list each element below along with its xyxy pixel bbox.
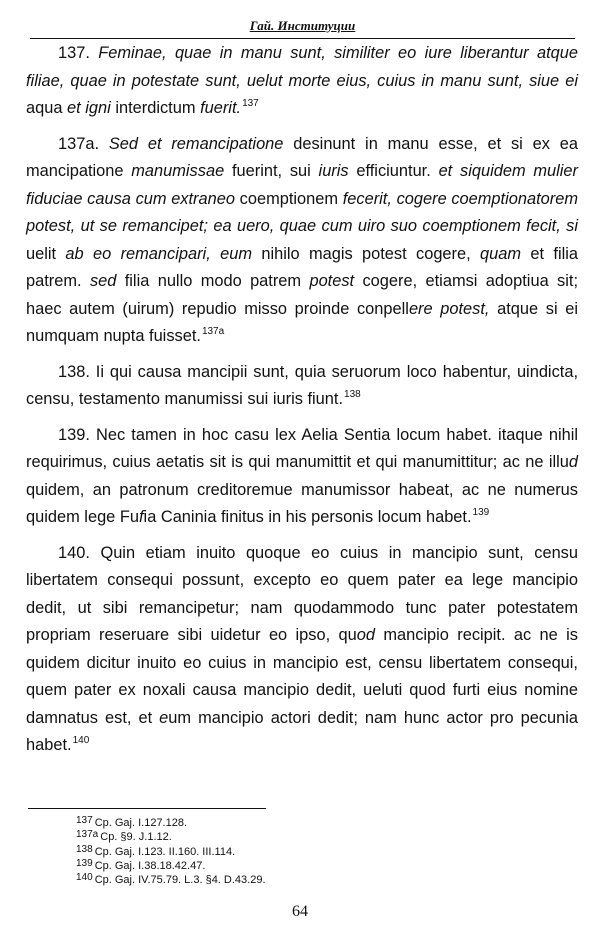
footnote-137a — [76, 830, 266, 844]
footnote-140 — [76, 873, 266, 887]
text-segment: 137. — [58, 44, 99, 62]
text-segment: sed — [89, 272, 117, 290]
running-title: Гай. Институции — [249, 18, 356, 33]
text-segment: e — [159, 708, 169, 727]
footnote-ref-140[interactable]: 140 — [72, 735, 90, 746]
footnote-text: Cp. §9. J.1.12. — [100, 831, 172, 844]
text-segment: od — [356, 626, 375, 644]
text-segment: et igni — [67, 99, 111, 117]
text-segment: manumissae — [131, 162, 225, 180]
paragraph-139 — [26, 422, 578, 532]
text-segment: 137a. — [58, 134, 109, 153]
text-segment: 140. Quin etiam inuito quoque eo cuius in mancipio sunt, censu libertatem consequi possunt, excepto eo quem pater ea lege mancipio dedit, ut sibi remancipetur; nam quodammodo tunc pater potestatem propriam reseruare sibi uidetur eo ipso, qu — [26, 543, 578, 644]
footnote-ref-137[interactable]: 137 — [242, 98, 259, 109]
text-segment: 139. Nec tamen in hoc casu lex Aelia Sentia locum habet. itaque nihil requirimus, cuius aetatis sit is qui manumittit et qui manumittitur; ac ne illu — [26, 425, 578, 471]
text-segment: interdictum — [110, 99, 201, 117]
paragraph-138 — [26, 359, 578, 414]
text-segment: fuerint, sui — [224, 162, 319, 180]
text-segment: atque si ei numquam nupta fuisset. — [26, 299, 579, 345]
paragraph-140 — [26, 540, 578, 760]
text-segment: fecerit, cogere coemptionatorem potest, ut se remancipet; ea uero, quae cum uiro suo coemptionem fecit, si — [26, 189, 578, 235]
footnote-mark: 137a — [76, 829, 99, 841]
text-segment: nihilo magis potest cogere, — [251, 244, 481, 263]
footnote-separator — [28, 808, 266, 809]
footnote-ref-139[interactable]: 139 — [472, 507, 490, 518]
footnote-mark: 137 — [76, 815, 93, 826]
paragraph-137a — [26, 131, 578, 351]
text-segment: mancipio recipit. ac ne is quidem dicitur inuito eo cuius in mancipio est, censu libertatem consequi, quem pater ex noxali causa mancipio dedit, ueluti quod furti eius nomine damnatus est, et — [26, 626, 578, 727]
running-header — [30, 16, 575, 39]
footnote-mark: 138 — [76, 843, 93, 855]
footnote-ref-138[interactable]: 138 — [344, 389, 361, 400]
text-segment: quidem, an patronum creditoremue manumissor habeat, ac ne numerus quidem lege Fu — [26, 480, 578, 526]
footnote-mark: 139 — [76, 857, 93, 869]
footnote-139 — [76, 859, 266, 873]
text-segment: et siquidem mulier fiduciae causa cum extraneo — [26, 162, 578, 208]
footnotes — [76, 816, 266, 887]
text-segment: potest — [309, 272, 355, 290]
footnote-text: Cp. Gaj. I.38.18.42.47. — [94, 859, 206, 872]
text-segment: uelit — [26, 244, 66, 263]
text-segment: Feminae, quae in manu sunt, similiter eo iure liberantur atque filiae, quae in potestate sunt, uelut morte eius, cuius in manu sunt, siue ei — [26, 44, 578, 90]
page-number: 64 — [292, 903, 308, 920]
footnote-text: Cp. Gaj. IV.75.79. L.3. §4. D.43.29. — [94, 874, 266, 887]
footnote-text: Cp. Gaj. I.123. II.160. III.114. — [94, 845, 236, 858]
text-segment: efficiuntur. — [348, 162, 439, 180]
text-segment: d — [568, 453, 578, 471]
footnote-138 — [76, 845, 266, 859]
text-segment: cogere, etiamsi adoptiua sit; haec autem (uirum) repudio misso proinde conpell — [26, 272, 578, 318]
text-segment: coemptionem — [234, 189, 343, 208]
text-segment: filia nullo modo patrem — [116, 272, 310, 290]
footnote-mark: 140 — [76, 872, 93, 884]
text-segment: ia Caninia finitus in his personis locum habet. — [143, 508, 472, 526]
text-segment: ab eo remancipari, eum — [65, 244, 252, 263]
text-segment: ere potest, — [408, 299, 490, 318]
text-segment: et filia patrem. — [26, 244, 578, 290]
footnote-137 — [76, 816, 266, 830]
text-segment: um mancipio actori dedit; nam hunc actor pro pecunia habet. — [26, 708, 578, 754]
main-text — [26, 40, 578, 768]
text-segment: desinunt in manu esse, et si ex ea mancipatione — [26, 134, 578, 180]
text-segment: quam — [480, 244, 522, 263]
text-segment: Sed et remancipatione — [108, 134, 284, 153]
footnote-ref-137a[interactable]: 137a — [201, 326, 225, 337]
text-segment: fuerit. — [200, 99, 242, 117]
text-segment: iuris — [318, 162, 349, 180]
footnote-text: Cp. Gaj. I.127.128. — [94, 817, 188, 829]
text-segment: f — [138, 508, 144, 526]
text-segment: aqua — [26, 99, 68, 117]
text-segment: 138. Ii qui causa mancipii sunt, quia seruorum loco habentur, uindicta, censu, testamento manumissi sui iuris fiunt. — [26, 362, 578, 408]
paragraph-137 — [26, 40, 578, 123]
